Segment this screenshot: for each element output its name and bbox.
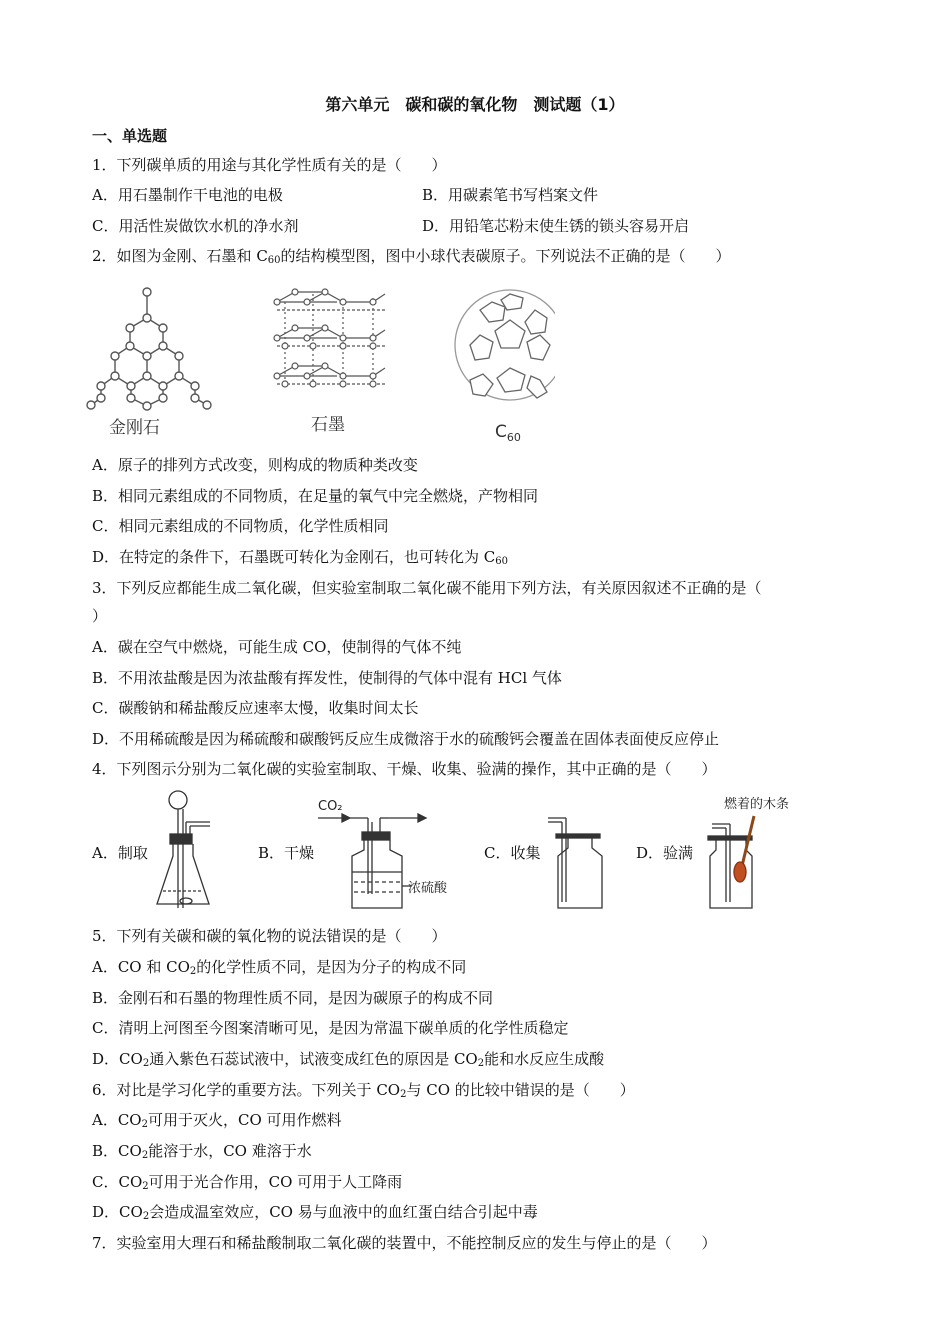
q3-option-b: B．不用浓盐酸是因为浓盐酸有挥发性，使制得的气体中混有 HCl 气体 [92, 669, 562, 687]
q2-option-c: C．相同元素组成的不同物质，化学性质相同 [92, 517, 389, 535]
q6-option-c: C．$CO_2$可用于光合作用，CO 可用于人工降雨 [92, 1173, 403, 1192]
q2-option-a: A．原子的排列方式改变，则构成的物质种类改变 [92, 456, 418, 474]
q6-option-a: A．$CO_2$可用于灭火，CO 可用作燃料 [92, 1111, 342, 1130]
q1-option-b: B．用碳素笔书写档案文件 [422, 186, 599, 204]
graphite-label: 石墨 [311, 415, 345, 435]
graphite-structure-diagram [274, 289, 385, 387]
c60-structure-diagram [455, 290, 555, 400]
flask-apparatus-diagram [157, 791, 210, 908]
q6-stem: 6．对比是学习化学的重要方法。下列关于 $CO_2$与 CO 的比较中错误的是（ ） [92, 1081, 635, 1100]
q5-stem: 5．下列有关碳和碳的氧化物的说法错误的是（ ） [92, 927, 447, 945]
diamond-label: 金刚石 [109, 418, 160, 438]
q2-option-d: D．在特定的条件下，石墨既可转化为金刚石，也可转化为 $C_{60}$ [92, 548, 509, 567]
q3-option-a: A．碳在空气中燃烧，可能生成 CO，使制得的气体不纯 [92, 638, 462, 656]
q5-option-d: D．$CO_2$通入紫色石蕊试液中，试液变成红色的原因是 $CO_2$能和水反应生成酸 [92, 1050, 605, 1069]
diamond-structure-diagram [87, 288, 211, 410]
q3-option-d: D．不用稀硫酸是因为稀硫酸和碳酸钙反应生成微溶于水的硫酸钙会覆盖在固体表面使反应停止 [92, 730, 720, 748]
q4-option-d: D．验满 [636, 844, 694, 862]
q5-option-a: A．CO 和 $CO_2$的化学性质不同，是因为分子的构成不同 [92, 958, 467, 977]
q4-apparatus-figure [0, 786, 950, 916]
q3-stem: 3．下列反应都能生成二氧化碳，但实验室制取二氧化碳不能用下列方法，有关原因叙述不正确的是（ [92, 579, 762, 597]
q4-option-a: A．制取 [92, 844, 148, 862]
section-heading: 一、单选题 [92, 127, 168, 145]
carbon-allotropes-figure [85, 280, 555, 450]
q1-option-d: D．用铅笔芯粉末使生锈的锁头容易开启 [422, 217, 690, 235]
q4-stem: 4．下列图示分别为二氧化碳的实验室制取、干燥、收集、验满的操作，其中正确的是（ ） [92, 760, 717, 778]
q2-stem: 2．如图为金刚、石墨和 $C_{60}$的结构模型图，图中小球代表碳原子。下列说法不正确的是（ ） [92, 247, 731, 266]
q7-stem: 7．实验室用大理石和稀盐酸制取二氧化碳的装置中，不能控制反应的发生与停止的是（ ） [92, 1234, 717, 1252]
collecting-bottle-diagram [548, 818, 602, 908]
q5-option-b: B．金刚石和石墨的物理性质不同，是因为碳原子的构成不同 [92, 989, 494, 1007]
q6-option-b: B．$CO_2$能溶于水，CO 难溶于水 [92, 1142, 312, 1161]
q3-stem-continued: ） [92, 607, 108, 625]
q2-option-b: B．相同元素组成的不同物质，在足量的氧气中完全燃烧，产物相同 [92, 487, 539, 505]
q4-option-b: B．干燥 [258, 844, 315, 862]
q1-stem: 1．下列碳单质的用途与其化学性质有关的是（ ） [92, 156, 447, 174]
burning-stick-label: 燃着的木条 [724, 797, 790, 812]
q3-option-c: C．碳酸钠和稀盐酸反应速率太慢，收集时间太长 [92, 699, 419, 717]
co2-label: CO₂ [318, 799, 343, 814]
c60-label: $C_{60}$ [495, 422, 521, 444]
q1-option-c: C．用活性炭做饮水机的净水剂 [92, 217, 299, 235]
q6-option-d: D．$CO_2$会造成温室效应，CO 易与血液中的血红蛋白结合引起中毒 [92, 1203, 538, 1222]
check-full-bottle-diagram [708, 816, 754, 908]
q4-option-c: C．收集 [484, 844, 541, 862]
q1-option-a: A．用石墨制作干电池的电极 [92, 186, 283, 204]
sulfuric-acid-label: 浓硫酸 [408, 881, 448, 896]
q5-option-c: C．清明上河图至今图案清晰可见，是因为常温下碳单质的化学性质稳定 [92, 1019, 569, 1037]
page-title: 第六单元 碳和碳的氧化物 测试题（1） [325, 95, 625, 114]
